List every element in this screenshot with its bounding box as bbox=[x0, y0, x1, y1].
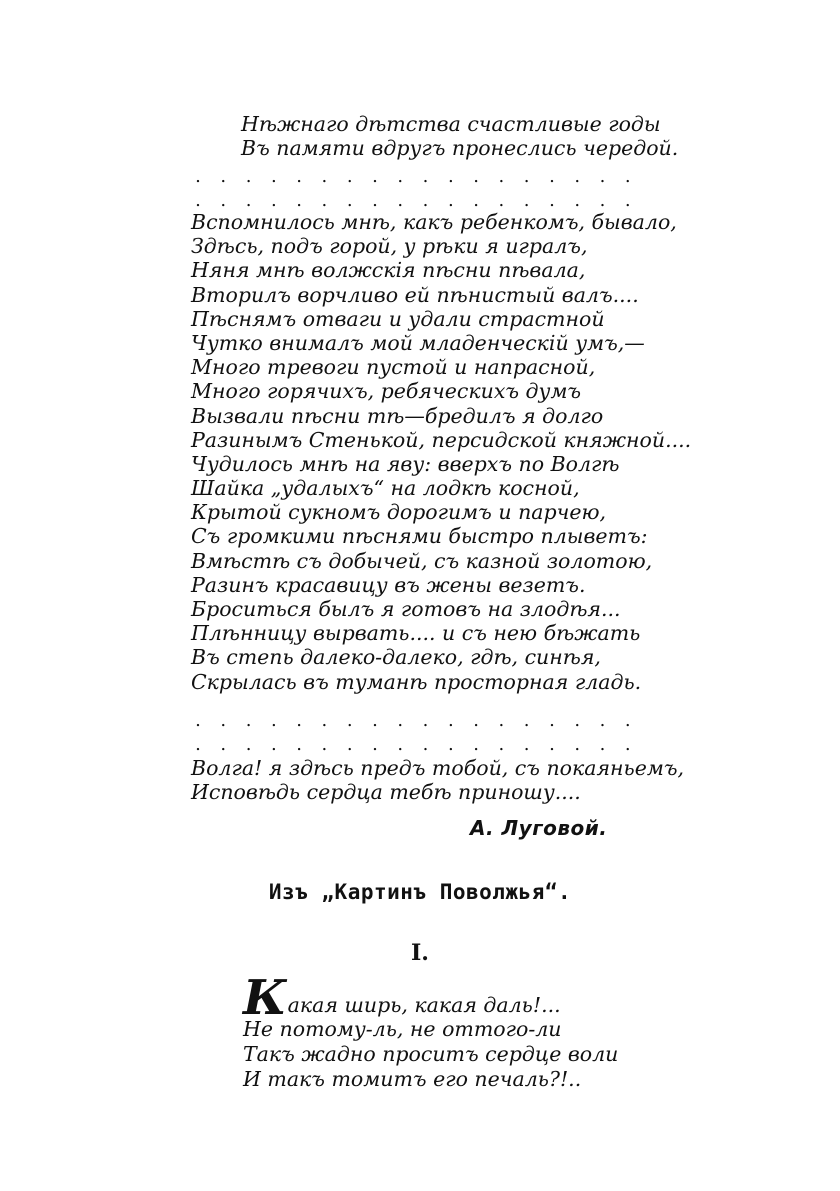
ellipsis-row: . . . . . . . . . . . . . . . . . . bbox=[195, 710, 631, 731]
verse-line: Вызвали пѣсни тѣ—бредилъ я долго bbox=[191, 403, 604, 428]
poem-section-one bbox=[243, 970, 619, 1091]
verse-line: Чудилось мнѣ на яву: вверхъ по Волгѣ bbox=[191, 451, 620, 476]
section-number: I. bbox=[411, 940, 429, 966]
verse-line: Не потому-ль, не оттого-ли bbox=[243, 1017, 562, 1041]
verse-line: Разинъ красавицу въ жены везетъ. bbox=[191, 572, 586, 597]
verse-line: Здѣсь, подъ горой, у рѣки я игралъ, bbox=[191, 234, 588, 259]
verse-line: Много тревоги пустой и напрасной, bbox=[191, 355, 596, 380]
stanza-confession bbox=[191, 756, 684, 804]
verse-line: Съ громкими пѣснями быстро плыветъ: bbox=[191, 524, 648, 549]
author-signature: А. Луговой. bbox=[470, 816, 608, 840]
verse-line: Шайка „удалыхъ“ на лодкѣ косной, bbox=[191, 476, 580, 501]
stanza-childhood bbox=[241, 112, 678, 160]
verse-line: Плѣнницу вырвать.... и съ нею бѣжать bbox=[191, 621, 641, 646]
verse-line: Много горячихъ, ребяческихъ думъ bbox=[191, 379, 582, 404]
verse-line: Вторилъ ворчливо ей пѣнистый валъ.... bbox=[191, 282, 639, 307]
verse-line: Пѣснямъ отваги и удали страстной bbox=[191, 306, 605, 331]
verse-line: Въ памяти вдругъ пронеслись чередой. bbox=[241, 136, 679, 161]
verse-line: Нѣжнаго дѣтства счастливые годы bbox=[241, 112, 661, 136]
stanza-memories bbox=[191, 210, 691, 694]
verse-line: Исповѣдь сердца тебѣ приношу.... bbox=[191, 780, 581, 805]
ellipsis-row: . . . . . . . . . . . . . . . . . . bbox=[195, 734, 631, 755]
verse-line: Крытой сукномъ дорогимъ и парчею, bbox=[191, 500, 607, 525]
verse-line: Разинымъ Стенькой, персидской княжной.... bbox=[191, 427, 692, 452]
verse-line: Въ степь далеко-далеко, гдѣ, синѣя, bbox=[191, 645, 601, 670]
verse-line: Такъ жадно проситъ сердце воли bbox=[243, 1042, 619, 1066]
verse-line: Скрылась въ туманѣ просторная гладь. bbox=[191, 669, 642, 694]
verse-line: Няня мнѣ волжскія пѣсни пѣвала, bbox=[191, 258, 586, 283]
section-title: Изъ „Картинъ Поволжья“. bbox=[268, 880, 572, 904]
ellipsis-row: . . . . . . . . . . . . . . . . . . bbox=[195, 190, 631, 211]
verse-line: Волга! я здѣсь предъ тобой, съ покаяньемъ, bbox=[191, 756, 685, 780]
verse-line: И такъ томитъ его печаль?!.. bbox=[243, 1067, 582, 1091]
verse-line: Вспомнилось мнѣ, какъ ребенкомъ, бывало, bbox=[191, 210, 677, 234]
verse-line: Броситься былъ я готовъ на злодѣя... bbox=[191, 597, 621, 621]
verse-line: Чутко внималъ мой младенческій умъ,— bbox=[191, 330, 645, 355]
ellipsis-row: . . . . . . . . . . . . . . . . . . bbox=[195, 166, 631, 187]
verse-line-rest: акая ширь, какая даль!... bbox=[287, 993, 561, 1017]
verse-line: Вмѣстѣ съ добычей, съ казной золотою, bbox=[191, 548, 653, 573]
verse-line-with-dropcap bbox=[243, 970, 618, 1026]
drop-cap: К bbox=[243, 970, 287, 1026]
